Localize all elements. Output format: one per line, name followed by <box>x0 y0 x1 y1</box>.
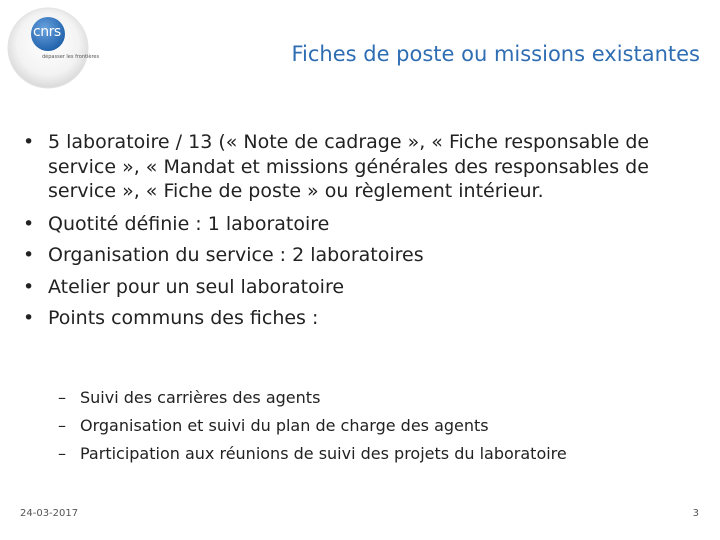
bullet-item <box>20 212 700 237</box>
dash-icon: – <box>58 388 66 407</box>
sub-bullet-text: Organisation et suivi du plan de charge des agents <box>80 416 489 435</box>
sub-bullet-item <box>58 442 698 466</box>
bullet-item <box>20 306 700 331</box>
bullet-icon: • <box>23 212 35 235</box>
bullet-icon: • <box>23 131 35 153</box>
dash-icon: – <box>58 444 66 463</box>
page-number: 3 <box>692 508 699 519</box>
bullet-item <box>20 130 700 204</box>
sub-bullet-list <box>58 386 698 470</box>
dash-icon: – <box>58 416 66 435</box>
sub-bullet-text: Participation aux réunions de suivi des projets du laboratoire <box>80 444 567 463</box>
bullet-icon: • <box>23 244 35 266</box>
sub-bullet-text: Suivi des carrières des agents <box>80 388 321 407</box>
cnrs-logo-tagline: dépasser les frontières <box>42 54 100 60</box>
bullet-icon: • <box>23 307 35 329</box>
cnrs-logo <box>4 4 128 96</box>
footer-date: 24-03-2017 <box>20 508 79 519</box>
sub-bullet-item <box>58 414 698 438</box>
bullet-text: Quotité définie : 1 laboratoire <box>48 212 330 235</box>
sub-bullet-item <box>58 386 698 410</box>
bullet-text: Organisation du service : 2 laboratoires <box>48 244 424 266</box>
bullet-text: Points communs des fiches : <box>48 307 319 329</box>
bullet-item <box>20 243 700 268</box>
slide-title: Fiches de poste ou missions existantes <box>291 42 700 66</box>
cnrs-logo-graphic <box>4 4 128 96</box>
bullet-text: 5 laboratoire / 13 (« Note de cadrage », « Fiche responsable de service », « Mandat et missions générales des responsables de service », « Fiche de poste » ou règlement intérieur. <box>48 131 650 202</box>
bullet-text: Atelier pour un seul laboratoire <box>48 275 345 298</box>
bullet-icon: • <box>23 275 35 298</box>
main-bullet-list <box>20 130 700 339</box>
cnrs-logo-text: cnrs <box>33 24 61 40</box>
bullet-item <box>20 275 700 300</box>
